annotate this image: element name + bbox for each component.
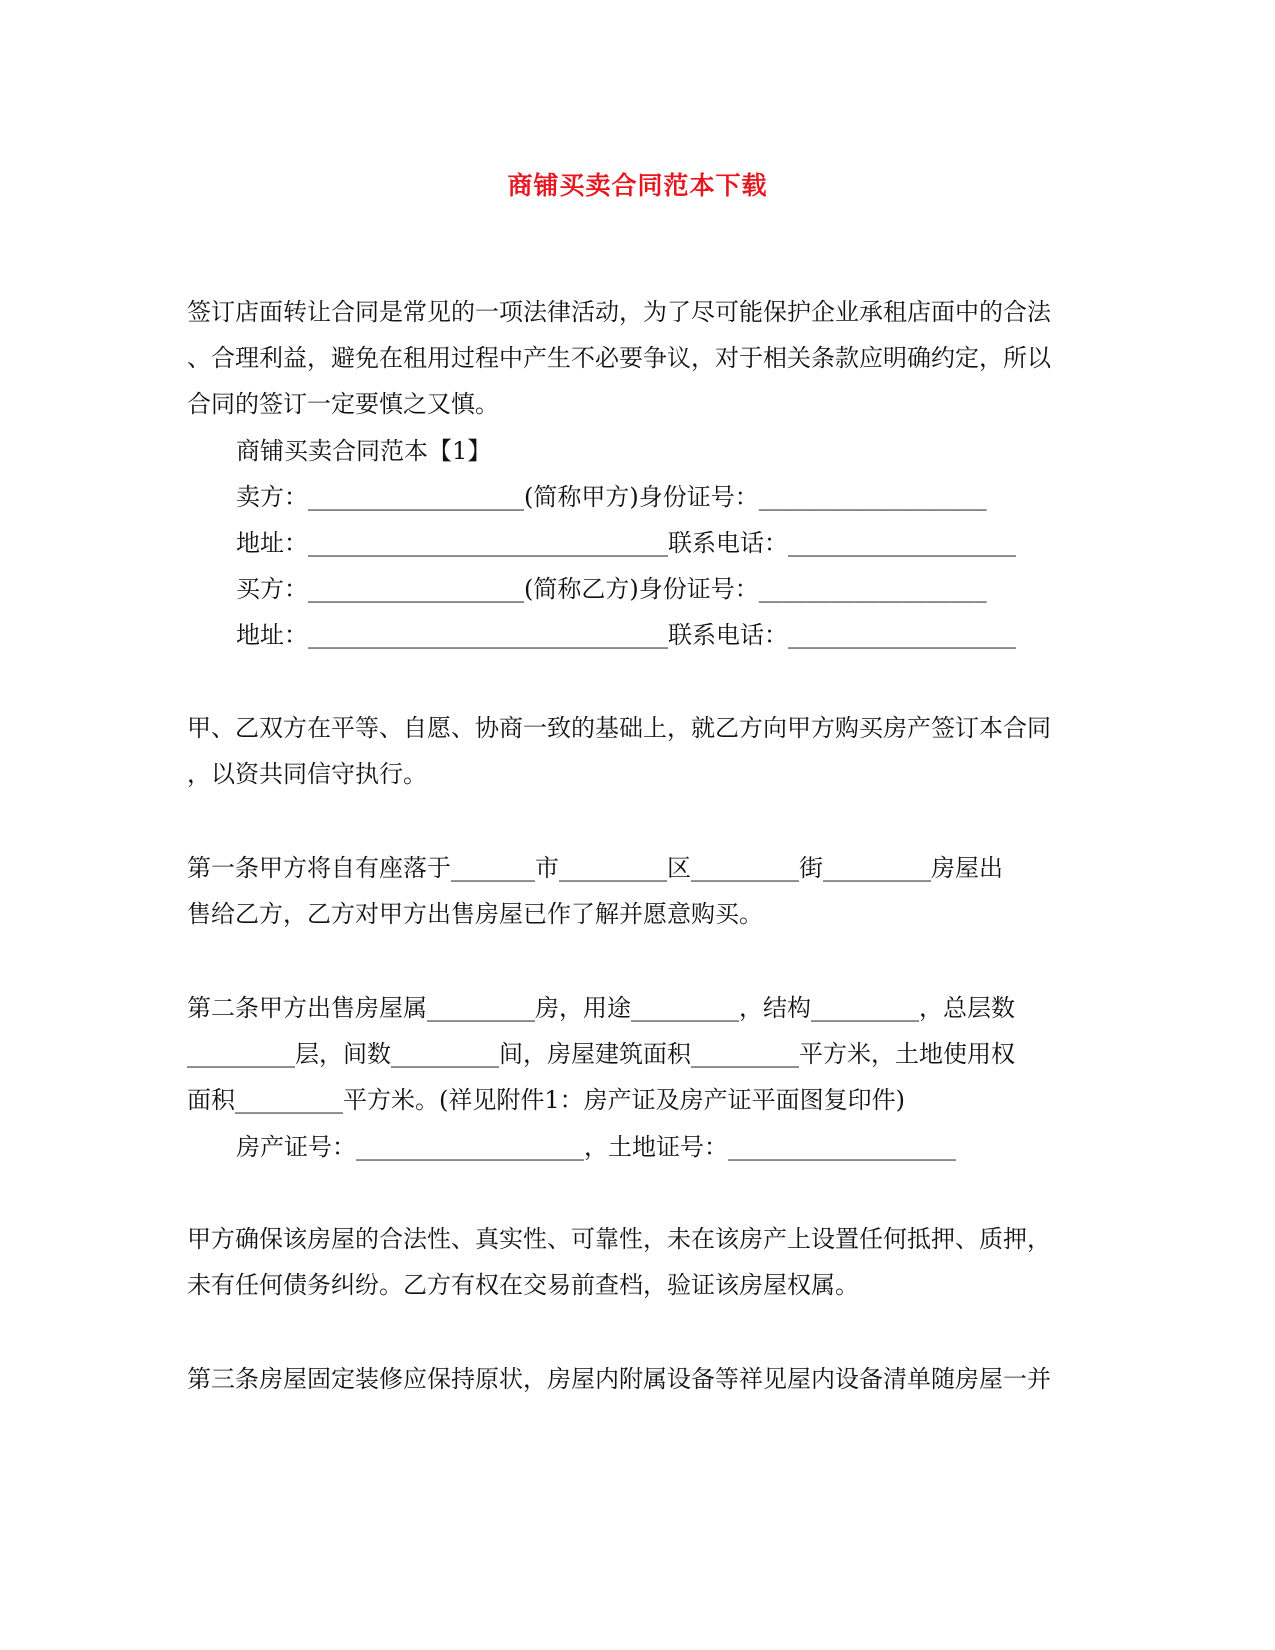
buyer-line: 买方：__________________(简称乙方)身份证号：___________________ [236,575,987,603]
guarantee-line-2: 未有任何债务纠纷。乙方有权在交易前查档，验证该房屋权属。 [187,1271,859,1299]
article2-line-1: 第二条甲方出售房屋属_________房，用途_________，结构_________，总层数 [187,994,1015,1022]
guarantee-line-1: 甲方确保该房屋的合法性、真实性、可靠性，未在该房产上设置任何抵押、质押， [187,1225,1051,1253]
seller-address-line: 地址：______________________________联系电话：___________________ [236,529,1016,557]
intro-line-2: 、合理利益，避免在租用过程中产生不必要争议，对于相关条款应明确约定，所以 [187,344,1051,372]
article2-line-3: 面积_________平方米。(祥见附件1：房产证及房产证平面图复印件) [187,1086,905,1114]
article2-line-2: _________层，间数_________间，房屋建筑面积_________平方米，土地使用权 [187,1040,1015,1068]
article1-line-1: 第一条甲方将自有座落于_______市_________区_________街_________房屋出 [187,854,1003,882]
intro-line-1: 签订店面转让合同是常见的一项法律活动，为了尽可能保护企业承租店面中的合法 [187,298,1051,326]
preamble-line-2: ，以资共同信守执行。 [187,760,427,788]
article1-line-2: 售给乙方，乙方对甲方出售房屋已作了解并愿意购买。 [187,900,763,928]
certificate-line: 房产证号：___________________，土地证号：___________________ [236,1133,956,1161]
preamble-line-1: 甲、乙双方在平等、自愿、协商一致的基础上，就乙方向甲方购买房产签订本合同 [187,714,1051,742]
article3-line-1: 第三条房屋固定装修应保持原状，房屋内附属设备等祥见屋内设备清单随房屋一并 [187,1365,1051,1393]
document-title: 商铺买卖合同范本下载 [507,171,768,200]
buyer-address-line: 地址：______________________________联系电话：___________________ [236,621,1016,649]
section-heading: 商铺买卖合同范本【1】 [236,437,492,465]
intro-line-3: 合同的签订一定要慎之又慎。 [187,390,499,418]
seller-line: 卖方：__________________(简称甲方)身份证号：___________________ [236,483,987,511]
